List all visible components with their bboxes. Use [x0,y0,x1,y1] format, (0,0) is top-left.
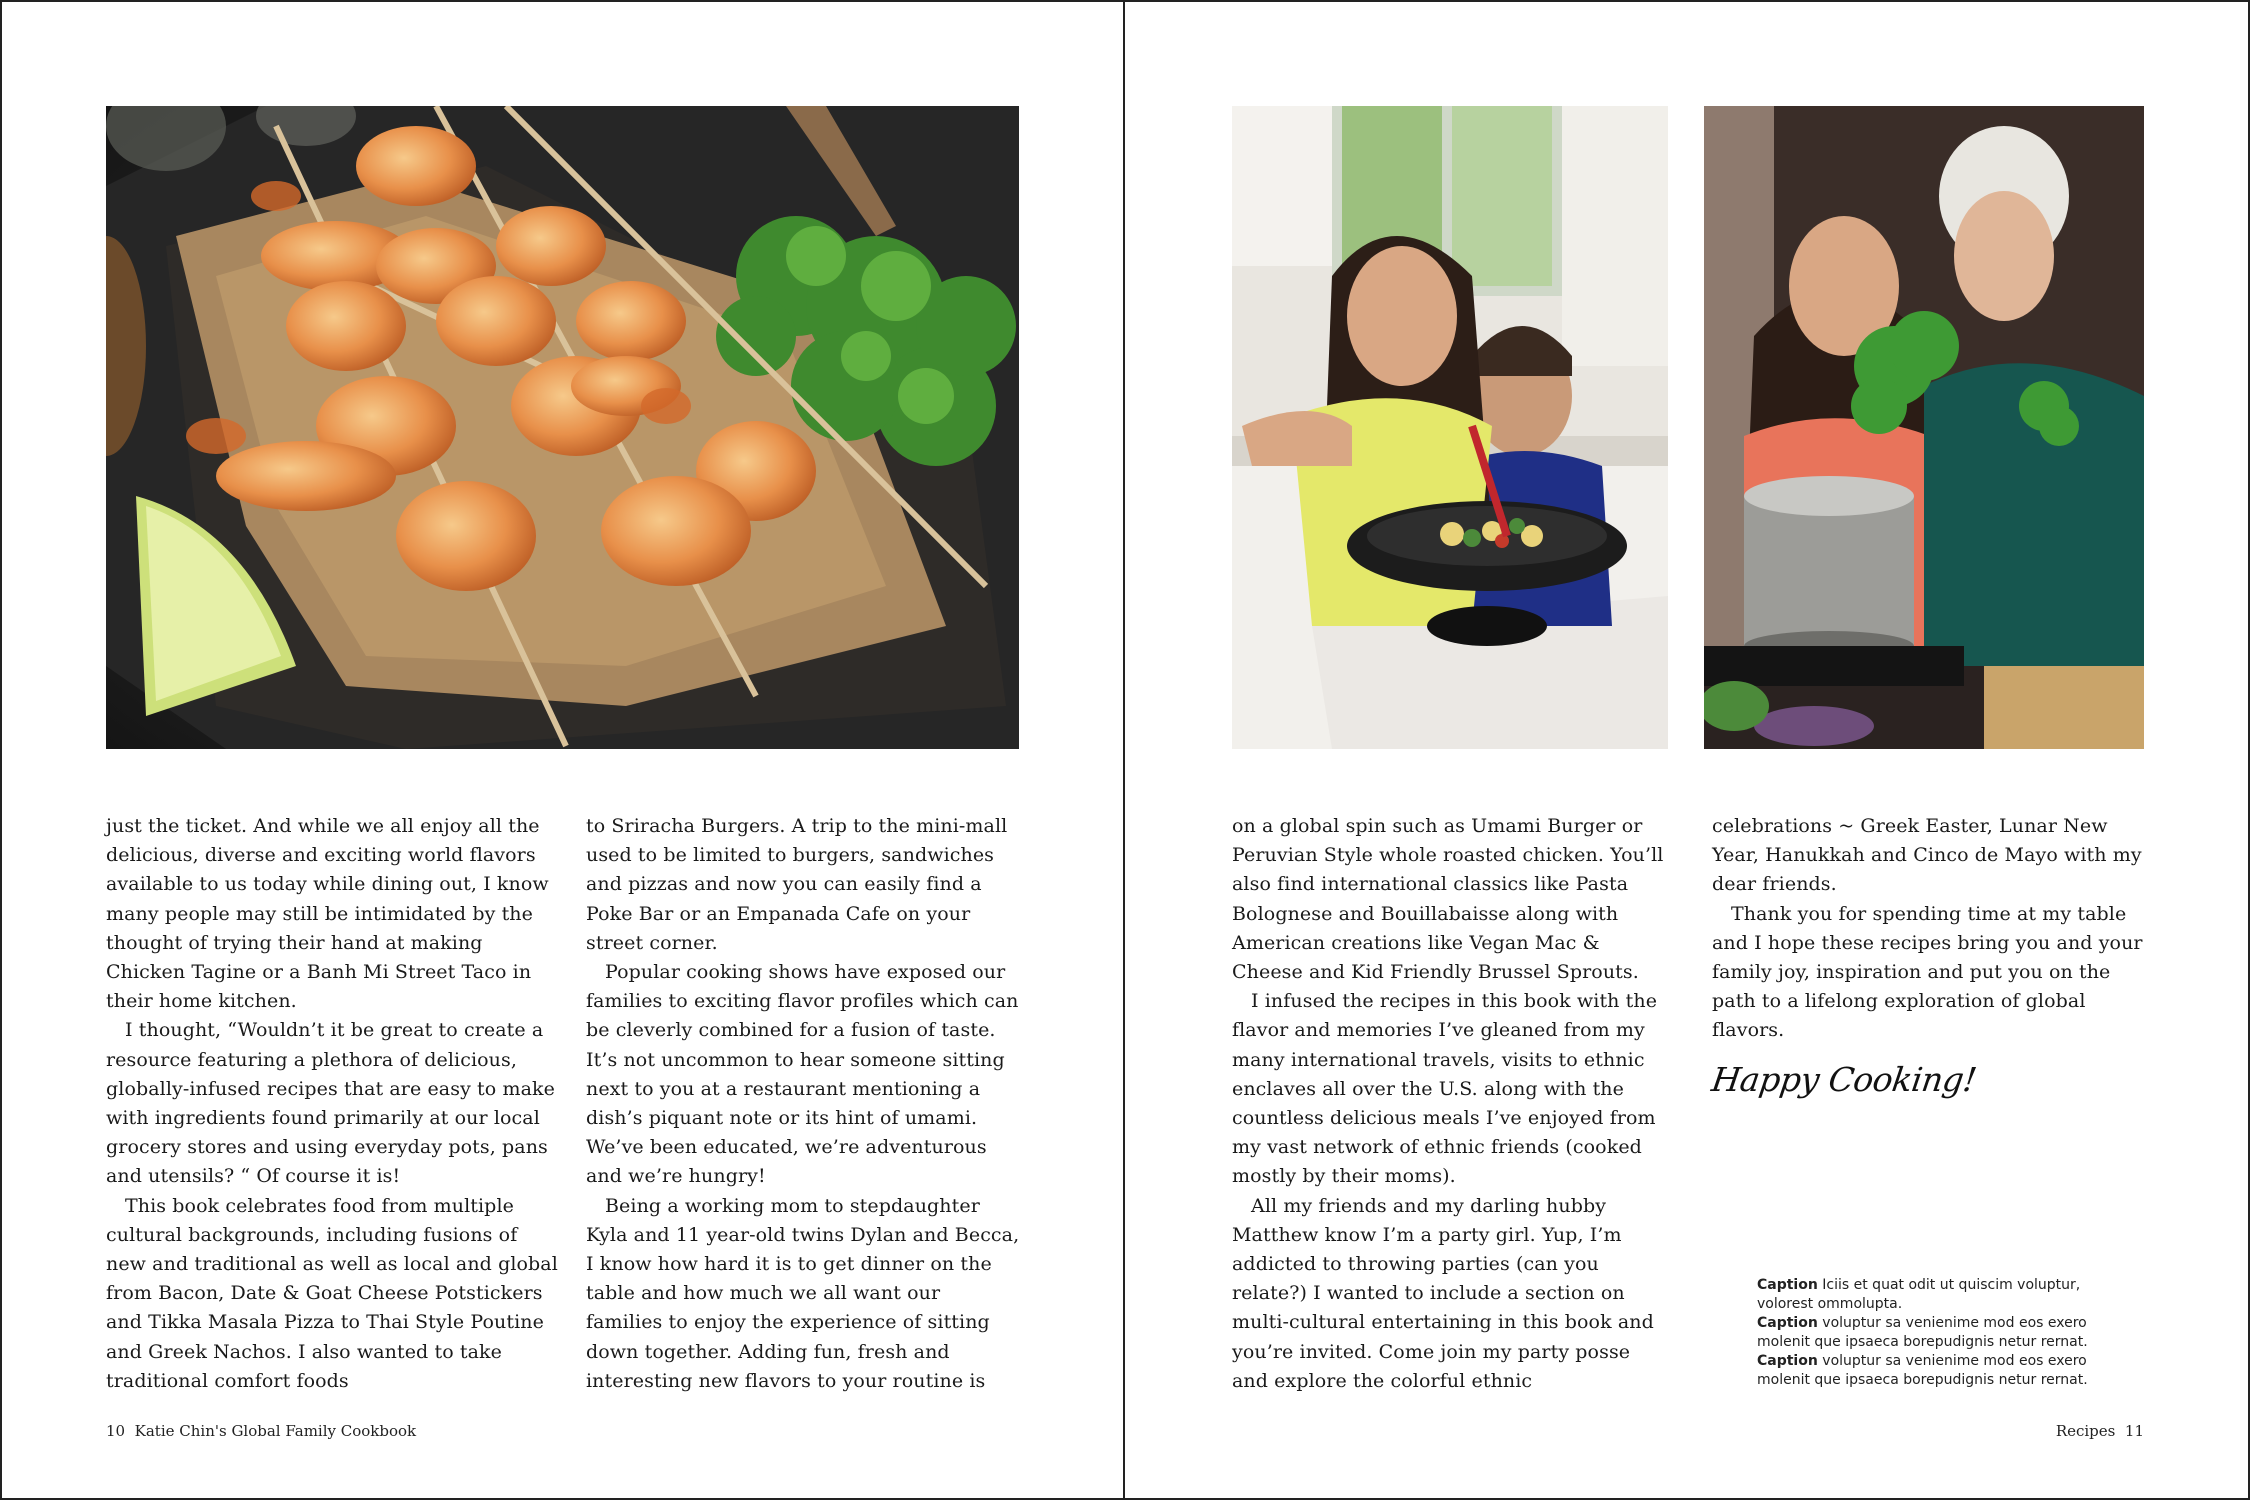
left-page-footer [106,1422,416,1440]
caption-text: voluptur sa venienime mod eos exero molenit que ipsaeca borepudignis netur rernat. [1757,1353,2088,1388]
paragraph: I infused the recipes in this book with the flavor and memories I’ve gleaned from my many international travels, visits to ethnic enclaves all over the U.S. along with the countless delicious meals I’ve enjoyed from my vast network of ethnic friends (cooked mostly by their moms). [1232,990,1658,1188]
caption [1757,1276,2117,1314]
paragraph: Popular cooking shows have exposed our families to exciting flavor profiles which can be cleverly combined for a fusion of taste. It’s not uncommon to hear someone sitting next to you at a restaurant mentioning a dish’s piquant note or its hint of umami. We’ve been educated, we’re adventurous and we’re hungry! [586,961,1019,1188]
caption-label: Caption [1757,1277,1818,1293]
caption-text: voluptur sa venienime mod eos exero molenit que ipsaeca borepudignis netur rernat. [1757,1315,2088,1350]
caption [1757,1314,2117,1352]
left-page-column-1 [106,812,561,1396]
right-page-column-1 [1232,812,1668,1396]
paragraph: Being a working mom to stepdaughter Kyla and 11 year-old twins Dylan and Becca, I know how hard it is to get dinner on the table and how much we all want our families to enjoy the experience of sitting down together. Adding fun, fresh and interesting new flavors to your routine is [586,1194,1020,1392]
paragraph: All my friends and my darling hubby Matthew know I’m a party girl. Yup, I’m addicted to throwing parties (can you relate?) I wanted to include a section on multi-cultural entertaining in this book and you’re invited. Come join my party posse and explore the colorful ethnic [1232,1194,1654,1392]
page-number: 10 [106,1422,126,1440]
paragraph: just the ticket. And while we all enjoy all the delicious, diverse and exciting world flavors available to us today while dining out, I know many people may still be intimidated by the thought of trying their hand at making Chicken Tagine or a Banh Mi Street Taco in their home kitchen. [106,815,549,1013]
right-page-footer [2056,1422,2144,1440]
paragraph: Thank you for spending time at my table and I hope these recipes bring you and your family joy, inspiration and put you on the path to a lifelong exploration of global flavors. [1712,902,2143,1042]
running-title: Katie Chin's Global Family Cookbook [134,1422,417,1440]
paragraph: This book celebrates food from multiple cultural backgrounds, including fusions of new and traditional as well as local and global from Bacon, Date & Goat Cheese Potstickers and Tikka Masala Pizza to Thai Style Poutine and Greek Nachos. I also wanted to take traditional comfort foods [106,1194,558,1392]
photo-captions [1757,1276,2117,1390]
caption [1757,1352,2117,1390]
running-section: Recipes [2055,1422,2116,1440]
spine-divider [1123,0,1125,1500]
page-number: 11 [2124,1422,2144,1440]
paragraph: to Sriracha Burgers. A trip to the mini-mall used to be limited to burgers, sandwiches and pizzas and now you can easily find a Poke Bar or an Empanada Cafe on your street corner. [586,815,1008,954]
caption-text: Iciis et quat odit ut quiscim voluptur, volorest ommolupta. [1757,1277,2081,1312]
paragraph: on a global spin such as Umami Burger or Peruvian Style whole roasted chicken. You’ll also find international classics like Pasta Bolognese and Bouillabaisse along with American creations like Vegan Mac & Cheese and Kid Friendly Brussel Sprouts. [1232,815,1664,984]
signature: Happy Cooking! [1709,1060,1979,1099]
paragraph: celebrations ~ Greek Easter, Lunar New Year, Hanukkah and Cinco de Mayo with my dear friends. [1712,815,2142,896]
caption-label: Caption [1757,1353,1818,1369]
left-page-column-2 [586,812,1022,1396]
mother-son-cooking-photo [1232,106,1668,749]
right-page-column-2 [1712,812,2147,1046]
friends-cooking-photo [1704,106,2144,749]
paragraph: I thought, “Wouldn’t it be great to create a resource featuring a plethora of delicious, globally-infused recipes that are easy to make with ingredients found primarily at our local grocery stores and using everyday pots, pans and utensils? “ Of course it is! [106,1019,555,1188]
shrimp-skewers-photo [106,106,1019,749]
caption-label: Caption [1757,1315,1818,1331]
